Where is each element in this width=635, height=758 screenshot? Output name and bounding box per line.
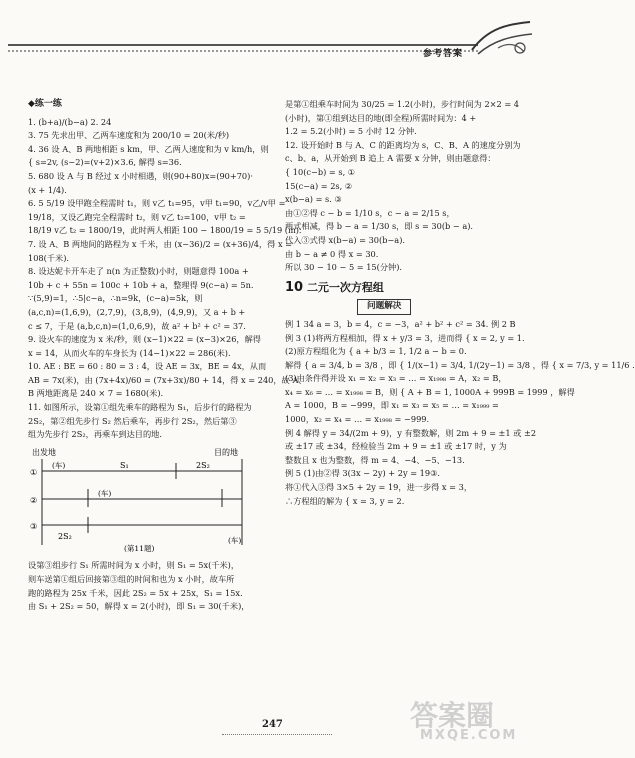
figure-end-label: 目的地 xyxy=(214,447,238,457)
answer-line: (小时)，第①组到达目的地(即全程)所需时间为：4 + xyxy=(285,112,477,123)
answer-line: 或 ±17 或 ±34，经检验当 2m + 9 = ±1 或 ±17 时，y 为 xyxy=(285,441,507,452)
answer-line: 解得 { a = 3/4, b = 3/8 ，即 { 1/(x−1) = 3/4, 1/(2y−1) = 3/8 ，得 { x = 7/3, y = 11/6 . xyxy=(285,359,635,370)
answer-line: { s=2v, (s−2)=(v+2)×3.6, 解得 s=36. xyxy=(28,157,182,168)
answer-line: 5. 680 设 A 与 B 经过 x 小时相遇，则(90+80)x=(90+70)· xyxy=(28,170,253,181)
answer-line: { 10(c−b) = s, ① xyxy=(285,166,356,177)
answer-line: B 两地距离是 240 × 7 = 1680(米). xyxy=(28,388,164,399)
answer-line: 4. 36 设 A、B 两地相距 s km，甲、乙两人速度和为 v km/h，则 xyxy=(28,143,269,154)
figure-caption: (第11题) xyxy=(124,543,155,553)
answer-line: 15(c−a) = 2s, ② xyxy=(285,180,353,191)
answer-line: 例 5 (1)由②得 3(3x − 2y) + 2y = 19③. xyxy=(285,468,441,479)
answer-line: 例 4 解得 y = 34/(2m + 9)，y 有整数解，则 2m + 9 = ±1 或 ±2 xyxy=(285,427,537,438)
answer-line: (2)原方程组化为 { a + b/3 = 1, 1/2 a − b = 0. xyxy=(285,346,467,357)
answer-line: ∵(5,9)=1，∴5|c−a，∴n=9k，(c−a)=5k，则 xyxy=(28,293,203,304)
right-example-lines xyxy=(285,318,635,508)
section-title: ◆练一练 xyxy=(28,99,62,109)
figure-seg-2s2-bottom: 2S₂ xyxy=(58,531,72,541)
figure-row-1-label: ① xyxy=(30,467,38,477)
answer-line: 6. 5 5/19 设甲跑全程需时 t₁，则 v乙 t₁=95，v甲 t₁=90，v乙/v甲 = xyxy=(28,198,286,209)
figure-row-2-label: ② xyxy=(30,495,38,505)
answer-line: 则车送第①组后回接第③组的时间和也为 x 小时，故车所 xyxy=(28,574,235,585)
answer-line: (3)由条件得并设 x₁ = x₂ = x₃ = … = x₁₉₉₈ = A，x₂ = B， xyxy=(285,373,507,384)
answer-line: 组为先步行 2S₂，再乘车到达目的地. xyxy=(28,429,162,440)
answer-line: 由 b − a ≠ 0 得 x = 30. xyxy=(285,248,379,259)
answer-line: 例 3 (1)将两方程相加，得 x + y/3 = 3，进而得 { x = 2, y = 1. xyxy=(285,332,525,343)
chapter-number: 10 xyxy=(285,279,304,295)
header-dotted-rule xyxy=(8,50,478,52)
answer-line: 是第①组乘车时间为 30/25 = 1.2(小时)，步行时间为 2×2 = 4 xyxy=(285,99,520,109)
answer-line: 由 S₁ + 2S₂ = 50，解得 x = 2(小时)，即 S₁ = 30(千米)， xyxy=(28,601,250,612)
answer-line: 12. 设开始时 B 与 A、C 的距离均为 s，C、B、A 的速度分别为 xyxy=(285,139,521,150)
figure-row-3-label: ③ xyxy=(30,521,38,531)
figure-seg-s1: S₁ xyxy=(120,460,129,470)
figure-seg-2s2: 2S₂ xyxy=(196,460,210,470)
answer-line: 例 1 34 a = 3，b = 4，c = −3，a² + b² + c² = 34. 例 2 B xyxy=(285,318,516,329)
page-header xyxy=(0,0,563,62)
answer-line: (x + 1/4). xyxy=(28,184,67,195)
answer-line: 7. 设 A、B 两地间的路程为 x 千米，由 (x−36)/2 = (x+36)/4，得 x = xyxy=(28,238,293,249)
answer-line: 1000，x₂ = x₄ = … = x₁₉₉₈ = −999. xyxy=(285,414,430,425)
decorative-flourish-icon xyxy=(468,18,538,62)
answer-line: 跑的路程为 25x 千米，因此 2S₂ = 5x + 25x，S₁ = 15x. xyxy=(28,587,243,598)
answer-line: 代入③式得 x(b−a) = 30(b−a). xyxy=(285,234,405,245)
watermark-url: MXQE.COM xyxy=(420,728,518,743)
answer-line: 18/19 v乙 t₂ = 1800/19，此时两人相距 100 − 1800/19 = 5 5/19 (m). xyxy=(28,225,302,236)
page-number: 247 xyxy=(262,719,283,730)
left-answer-lines-after-figure xyxy=(28,559,282,613)
answer-line: c ≤ 7，于是 (a,b,c,n)=(1,0,6,9)，故 a² + b² + c² = 37. xyxy=(28,320,246,331)
figure-car-label-3: (车) xyxy=(228,535,242,545)
watermark-logo: 答案圈 xyxy=(410,699,495,732)
answer-line: (a,c,n)=(1,6,9)，(2,7,9)，(3,8,9)，(4,9,9)，又 a + b + xyxy=(28,306,246,317)
left-answer-lines xyxy=(28,116,307,442)
answer-line: c、b、a，从开始到 B 追上 A 需要 x 分钟，则由题意得： xyxy=(285,153,496,164)
answer-line: x(b−a) = s. ③ xyxy=(285,194,342,205)
answer-line: 9. 设火车的速度为 x 米/秒，则 (x−1)×22 = (x−3)×26，解得 xyxy=(28,334,261,345)
answer-line: 由①②得 c − b = 1/10 s，c − a = 2/15 s， xyxy=(285,207,455,218)
right-column xyxy=(285,98,635,508)
header-label: 参考答案 xyxy=(423,49,464,59)
answer-line: 11. 如图所示，设第①组先乘车的路程为 S₁，后步行的路程为 xyxy=(28,402,252,413)
problem-solving-box-label: 问题解决 xyxy=(357,299,411,315)
answer-line: 所以 30 − 10 − 5 = 15(分钟). xyxy=(285,262,403,273)
answer-line: ∴方程组的解为 { x = 3, y = 2. xyxy=(285,495,405,506)
answer-line: 2S₂，第②组先步行 S₂ 然后乘车，再步行 2S₂，然后第③ xyxy=(28,415,237,426)
answer-line: 3. 75 先求出甲、乙两车速度和为 200/10 = 20(米/秒) xyxy=(28,130,230,141)
answer-line: 设第③组步行 S₁ 所需时间为 x 小时，则 S₁ = 5x(千米)， xyxy=(28,560,240,571)
answer-line: 1.2 = 5.2(小时) = 5 小时 12 分钟. xyxy=(285,126,417,137)
chapter-title: 二元一次方程组 xyxy=(306,280,384,294)
figure-start-label: 出发地 xyxy=(32,447,56,457)
problem-11-figure xyxy=(28,445,268,553)
answer-line: x₄ = x₆ = … = x₁₉₉₈ = B，则 { A + B = 1, 1000A + 999B = 1999 ，解得 xyxy=(285,386,575,397)
answer-line: A = 1000，B = −999，即 x₁ = x₃ = x₅ = … = x₁₉₉₉ = xyxy=(285,400,499,411)
answer-line: 19/18，又设乙跑完全程需时 t₂，则 v乙 t₂=100，v甲 t₂ = xyxy=(28,211,246,222)
answer-line: 将①代入③得 3×5 + 2y = 19，进一步得 x = 3， xyxy=(285,482,473,493)
answer-line: 8. 设达妮卡开车走了 n(n 为正整数)小时，则题意得 100a + xyxy=(28,266,249,277)
left-column xyxy=(28,98,307,614)
answer-line: 10. AE : BE = 60 : 80 = 3 : 4，设 AE = 3x，BE = 4x，从而 xyxy=(28,361,267,372)
answer-line: 10b + c + 55n = 100c + 10b + a，整理得 9(c−a) = 5n. xyxy=(28,279,254,290)
page-number-rule xyxy=(222,734,332,735)
figure-car-label-1: (车) xyxy=(52,460,66,470)
right-answer-lines xyxy=(285,98,547,275)
answer-line: 整数且 x 也为整数，得 m = 4、−4、−5、−13. xyxy=(285,454,465,465)
answer-line: x = 14，从而火车的车身长为 (14−1)×22 = 286(米). xyxy=(28,347,231,358)
header-rule xyxy=(8,44,478,46)
figure-car-label-2: (车) xyxy=(98,488,112,498)
answer-line: AB = 7x(米)，由 (7x+4x)/60 = (7x+3x)/80 + 14，得 x = 240，故 A、 xyxy=(28,374,307,385)
answer-line: 108(千米). xyxy=(28,252,69,263)
chapter-heading xyxy=(285,281,547,295)
answer-line: 1. (b+a)/(b−a) 2. 24 xyxy=(28,116,112,127)
answer-line: 两式相减，得 b − a = 1/30 s，即 s = 30(b − a). xyxy=(285,221,474,232)
